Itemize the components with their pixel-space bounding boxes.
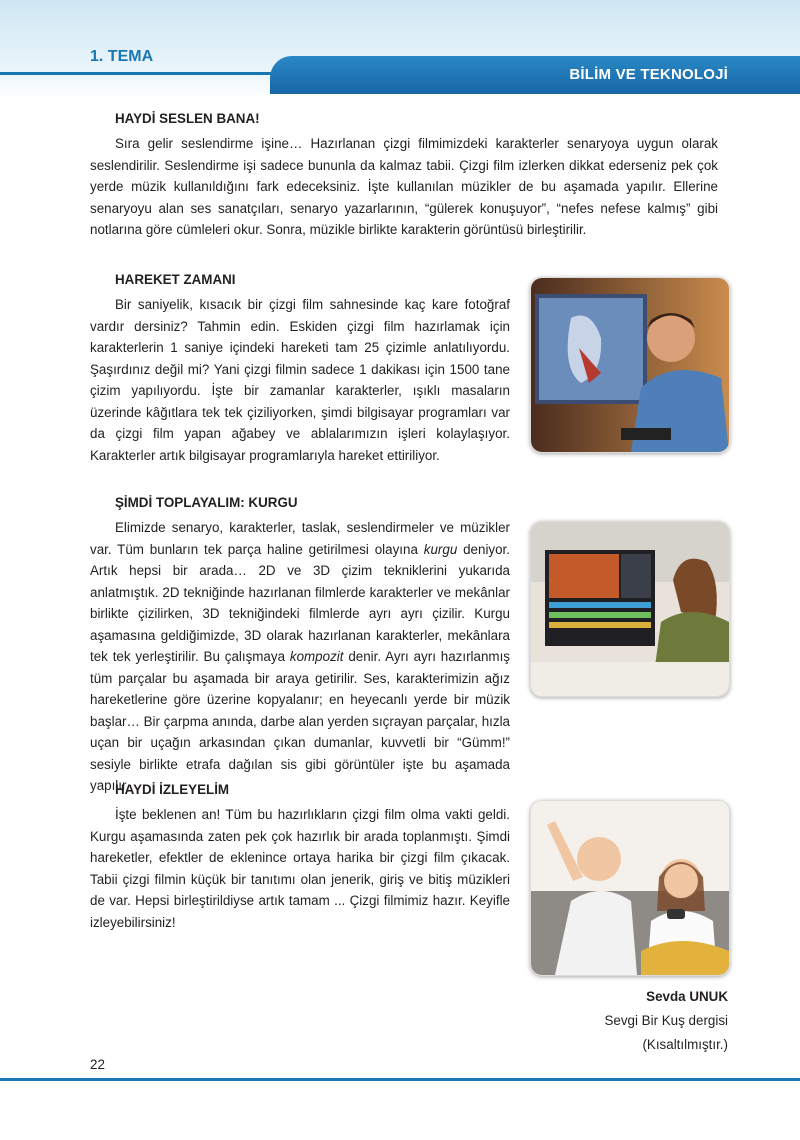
kurgu-text-part-3: denir. Ayrı ayrı hazırlanmış tüm parçalar bu aşamada bir araya getirilir. Ses, karakterimizin ağız hareketlerine göre üzerine kopyalanır; en heyecanlı yerde bir müzik başlar… Bir çarpma anında, darbe alan yerden sıçrayan parçalar, hızla uçan bir uçağın arkasından çıkan dumanlar, kuvvetli bir “Gümm!” sesiyle birlikte etrafa dağılan sis gibi görüntüler işte bu aşamada yapılır. (90, 649, 510, 793)
photo-animator-computer (530, 277, 730, 453)
heading-hareket: HAREKET ZAMANI (115, 272, 236, 287)
header-rule (0, 72, 290, 75)
kurgu-text-part-1: Elimizde senaryo, karakterler, taslak, seslendirmeler ve müzikler var. Tüm bunların tek parça haline getirilmesi olayına (90, 520, 510, 557)
paragraph-hareket-text: Bir saniyelik, kısacık bir çizgi film sahnesinde kaç kare fotoğraf vardır dersiniz? Tahmin edin. Eskiden çizgi film hazırlamak için karakterlerin 1 saniye içindeki hareketi tam 25 çizimle anlatılıyordu. Şaşırdınız değil mi? Yani çizgi filmin sadece 1 dakikası için 1500 tane çizim yapılıyordu. İşte bir zamanlar karakterler, ışıklı masaların üzerinde kâğıtlara tek tek çiziliyorken, şimdi bilgisayar programları var da çizgi film yapan ağabey ve ablalarımızın işleri kolaylaşıyor. Karakterler artık bilgisayar programlarıyla hareket ettiriliyor. (90, 297, 510, 463)
photo-children-watching (530, 800, 730, 976)
kompozit-term: kompozit (289, 649, 344, 664)
footer-rule (0, 1078, 800, 1081)
paragraph-izleyelim-text: İşte beklenen an! Tüm bu hazırlıkların çizgi film olma vakti geldi. Kurgu aşamasında zaten pek çok hazırlık bir arada toplanmıştı. Şimdi hareketler, efektler de eklenince ortaya harika bir çizgi film çıkacak. Tabii çizgi filmin küçük bir tanıtımı olan jenerik, giriş ve bitiş müzikleri de var. Hepsi birleştirildiyse artık tamam ... Çizgi filmimiz hazır. Keyifle izleyebilirsiniz! (90, 807, 510, 930)
kurgu-term: kurgu (423, 541, 458, 557)
paragraph-seslen-text: Sıra gelir seslendirme işine… Hazırlanan çizgi filmimizdeki karakterler senaryoya uygun olarak seslendirilir. Seslendirme işi sadece bununla da kalmaz tabii. Çizgi film izlerken dikkat ederseniz pek çok yerde müzik kullanıldığını fark edeceksiniz. İşte kullanılan müzikler de bu aşamada yapılır. Ellerine senaryoyu alan ses sanatçıları, senaryo yazarlarının, “gülerek konuşuyor”, “nefes nefese kalmış” gibi notlarına göre cümleleri okur. Sonra, müzikle birlikte karakterin görüntüsü birleştirilir. (90, 136, 718, 237)
heading-izleyelim: HAYDİ İZLEYELİM (115, 782, 230, 797)
photo-video-editor (530, 521, 730, 697)
paragraph-seslen (90, 133, 718, 241)
page-number: 22 (90, 1057, 105, 1072)
theme-bar (270, 56, 800, 94)
section-label: 1. TEMA (90, 48, 154, 65)
paragraph-kurgu-top (90, 517, 510, 797)
heading-seslen: HAYDİ SESLEN BANA! (115, 111, 260, 126)
publication: Sevgi Bir Kuş dergisi (604, 1013, 728, 1028)
kurgu-text-part-2: deniyor. Artık hepsi bir arada… 2D ve 3D çizim tekniklerini yukarıda anlatmıştık. 2D tekniğinde hazırlanan filmlerde karakterler ve mekânlar birlikte çizilirken, 3D tekniğindeki filmlerde ayrı ayrı çizilir. Kurgu aşamasına geldiğimizde, 3D olarak hazırlanan karakterler, mekânlara tek tek yerleştirilir. Bu çalışmaya (90, 541, 511, 664)
heading-kurgu: ŞİMDİ TOPLAYALIM: KURGU (115, 495, 298, 510)
author: Sevda UNUK (646, 989, 728, 1004)
paragraph-izleyelim (90, 804, 510, 933)
paragraph-hareket (90, 294, 510, 466)
paragraph-kurgu-text (90, 517, 510, 797)
theme-title: BİLİM VE TEKNOLOJİ (569, 66, 728, 83)
abridged-note: (Kısaltılmıştır.) (642, 1037, 728, 1052)
